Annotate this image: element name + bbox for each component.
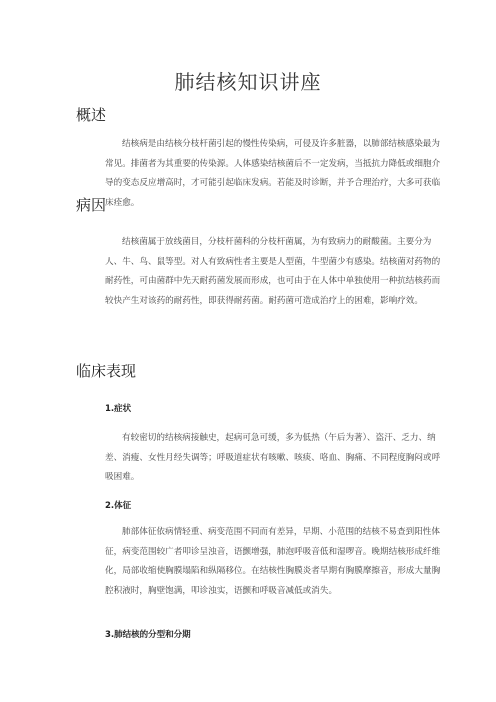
subsection-heading-symptoms: 1.症状 — [105, 404, 132, 414]
paragraph-etiology-text: 结核菌属于放线菌目，分枝杆菌科的分枝杆菌属，为有致病力的耐酸菌。主要分为人、牛、鸟、鼠等型。对人有致病性者主要是人型菌，牛型菌少有感染。结核菌对药物的耐药性，可由菌群中先天耐药菌发展而形成，也可由于在人体中单独使用一种抗结核药而较快产生对该药的耐药性，即获得耐药菌。耐药菌可造成治疗上的困难，影响疗效。 — [105, 237, 441, 306]
paragraph-overview — [105, 135, 445, 213]
section-heading-etiology: 病因 — [76, 196, 107, 214]
paragraph-symptoms-text: 有较密切的结核病接触史，起病可急可缓，多为低热（午后为著）、盗汗、乏力、纳差、消瘦、女性月经失调等；呼吸道症状有咳嗽、咳痰、咯血、胸痛、不同程度胸闷或呼吸困难。 — [105, 433, 441, 482]
paragraph-signs-text: 肺部体征依病情轻重、病变范围不同而有差异，早期、小范围的结核不易查到阳性体征，病变范围较广者叩诊呈浊音，语颤增强，肺泡呼吸音低和湿啰音。晚期结核形成纤维化，局部收缩使胸膜塌陷和纵隔移位。在结核性胸膜炎者早期有胸膜摩擦音，形成大量胸腔积液时，胸壁饱满，叩诊浊实，语颤和呼吸音减低或消失。 — [105, 527, 441, 596]
section-heading-clinical: 临床表现 — [76, 362, 137, 380]
document-title: 肺结核知识讲座 — [174, 70, 322, 94]
section-heading-overview: 概述 — [76, 106, 107, 124]
paragraph-symptoms — [105, 429, 445, 488]
subsection-heading-classification: 3.肺结核的分型和分期 — [105, 630, 191, 640]
paragraph-overview-text: 结核病是由结核分枝杆菌引起的慢性传染病，可侵及许多脏器，以肺部结核感染最为常见。排菌者为其重要的传染源。人体感染结核菌后不一定发病，当抵抗力降低或细胞介导的变态反应增高时，才可能引起临床发病。若能及时诊断，并予合理治疗，大多可获临床痊愈。 — [105, 139, 441, 208]
paragraph-signs — [105, 523, 445, 601]
paragraph-etiology — [105, 233, 445, 311]
subsection-heading-signs: 2.体征 — [105, 501, 132, 511]
